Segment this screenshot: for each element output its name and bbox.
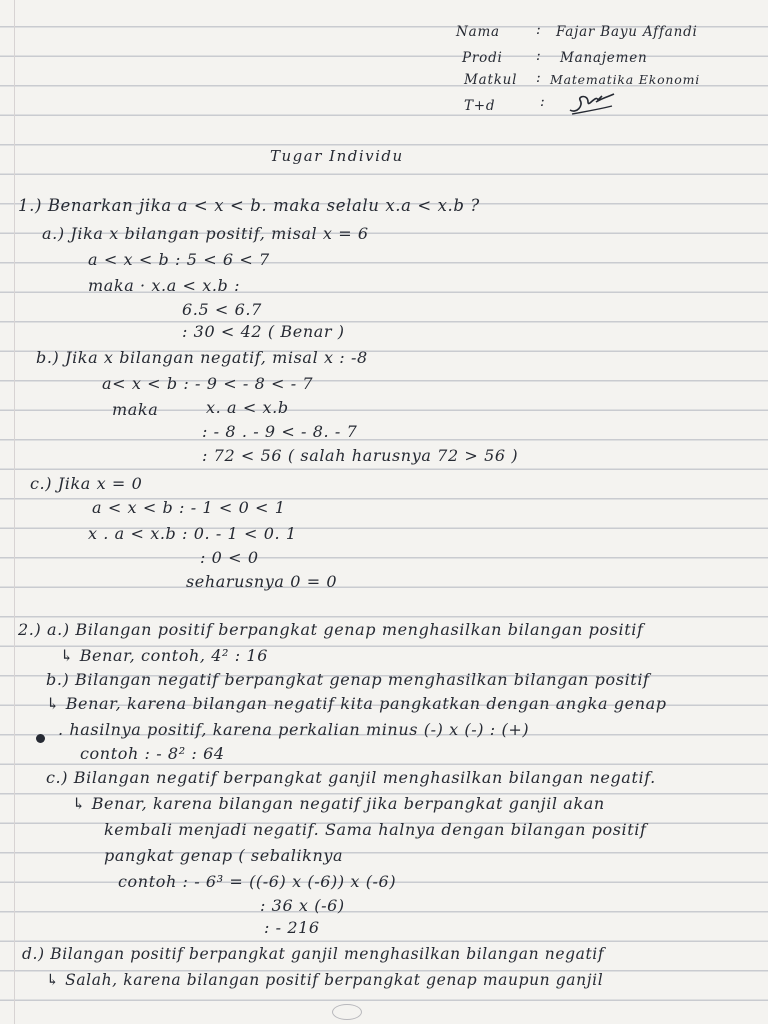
- matkul-label: Matkul: [464, 72, 518, 88]
- prodi-label: Prodi: [462, 50, 503, 66]
- nama-value: Fajar Bayu Affandi: [556, 24, 698, 40]
- page-title: Tugar Individu: [270, 147, 404, 165]
- q1-a-line-2: a < x < b : 5 < 6 < 7: [88, 250, 270, 269]
- q1-b-line-6: : 72 < 56 ( salah harusnya 72 > 56 ): [202, 446, 519, 465]
- q1-a-line-4: 6.5 < 6.7: [182, 300, 262, 319]
- q1-c-line-4: : 0 < 0: [200, 548, 259, 567]
- q2-d-line-2: ↳ Salah, karena bilangan positif berpangkat genap maupun ganjil: [46, 971, 604, 989]
- q2-c-line-2: ↳ Benar, karena bilangan negatif jika berpangkat ganjil akan: [72, 794, 605, 813]
- page-margin-line: [14, 0, 15, 1024]
- q2-c-line-7: : - 216: [264, 918, 320, 937]
- ttd-colon: :: [540, 94, 545, 110]
- q2-c-line-3: kembali menjadi negatif. Sama halnya dengan bilangan positif: [104, 820, 647, 839]
- signature-image: [566, 88, 616, 118]
- nama-colon: :: [536, 22, 541, 38]
- q1-a-line-1: a.) Jika x bilangan positif, misal x = 6: [42, 224, 369, 243]
- q1-question: 1.) Benarkan jika a < x < b. maka selalu x.a < x.b ?: [18, 196, 480, 215]
- q2-c-line-1: c.) Bilangan negatif berpangkat ganjil menghasilkan bilangan negatif.: [46, 768, 656, 787]
- matkul-colon: :: [536, 70, 541, 86]
- q1-c-line-5: seharusnya 0 = 0: [186, 572, 338, 591]
- q2-b-line-3: . hasilnya positif, karena perkalian minus (-) x (-) : (+): [58, 720, 530, 739]
- nama-label: Nama: [456, 24, 500, 40]
- page-punch-mark: [332, 1004, 362, 1020]
- q1-c-line-1: c.) Jika x = 0: [30, 474, 143, 493]
- q2-a-line-2: ↳ Benar, contoh, 4² : 16: [60, 646, 268, 665]
- q1-a-line-5: : 30 < 42 ( Benar ): [182, 322, 345, 341]
- q2-c-line-6: : 36 x (-6): [260, 896, 345, 915]
- prodi-value: Manajemen: [560, 50, 648, 66]
- prodi-colon: :: [536, 48, 541, 64]
- q1-c-line-2: a < x < b : - 1 < 0 < 1: [92, 498, 286, 517]
- ttd-label: T+d: [464, 98, 496, 114]
- q1-b-line-1: b.) Jika x bilangan negatif, misal x : -8: [36, 348, 368, 367]
- q2-b-line-4: contoh : - 8² : 64: [80, 744, 225, 763]
- q2-b-line-1: b.) Bilangan negatif berpangkat genap menghasilkan bilangan positif: [46, 670, 650, 689]
- q1-b-line-2: a< x < b : - 9 < - 8 < - 7: [102, 374, 314, 393]
- q1-a-line-3: maka · x.a < x.b :: [88, 276, 241, 295]
- q1-b-line-5: : - 8 . - 9 < - 8. - 7: [202, 422, 358, 441]
- q2-a-line-1: 2.) a.) Bilangan positif berpangkat genap menghasilkan bilangan positif: [18, 620, 644, 639]
- q2-b-line-2: ↳ Benar, karena bilangan negatif kita pangkatkan dengan angka genap: [46, 694, 667, 713]
- q2-d-line-1: d.) Bilangan positif berpangkat ganjil menghasilkan bilangan negatif: [22, 945, 605, 963]
- ink-blot: [36, 734, 45, 743]
- q2-c-line-4: pangkat genap ( sebaliknya: [104, 846, 344, 865]
- q1-c-line-3: x . a < x.b : 0. - 1 < 0. 1: [88, 524, 297, 543]
- q1-b-line-4: x. a < x.b: [206, 398, 289, 417]
- q2-c-line-5: contoh : - 6³ = ((-6) x (-6)) x (-6): [118, 872, 397, 891]
- q1-b-line-3: maka: [112, 400, 159, 419]
- matkul-value: Matematika Ekonomi: [550, 72, 701, 87]
